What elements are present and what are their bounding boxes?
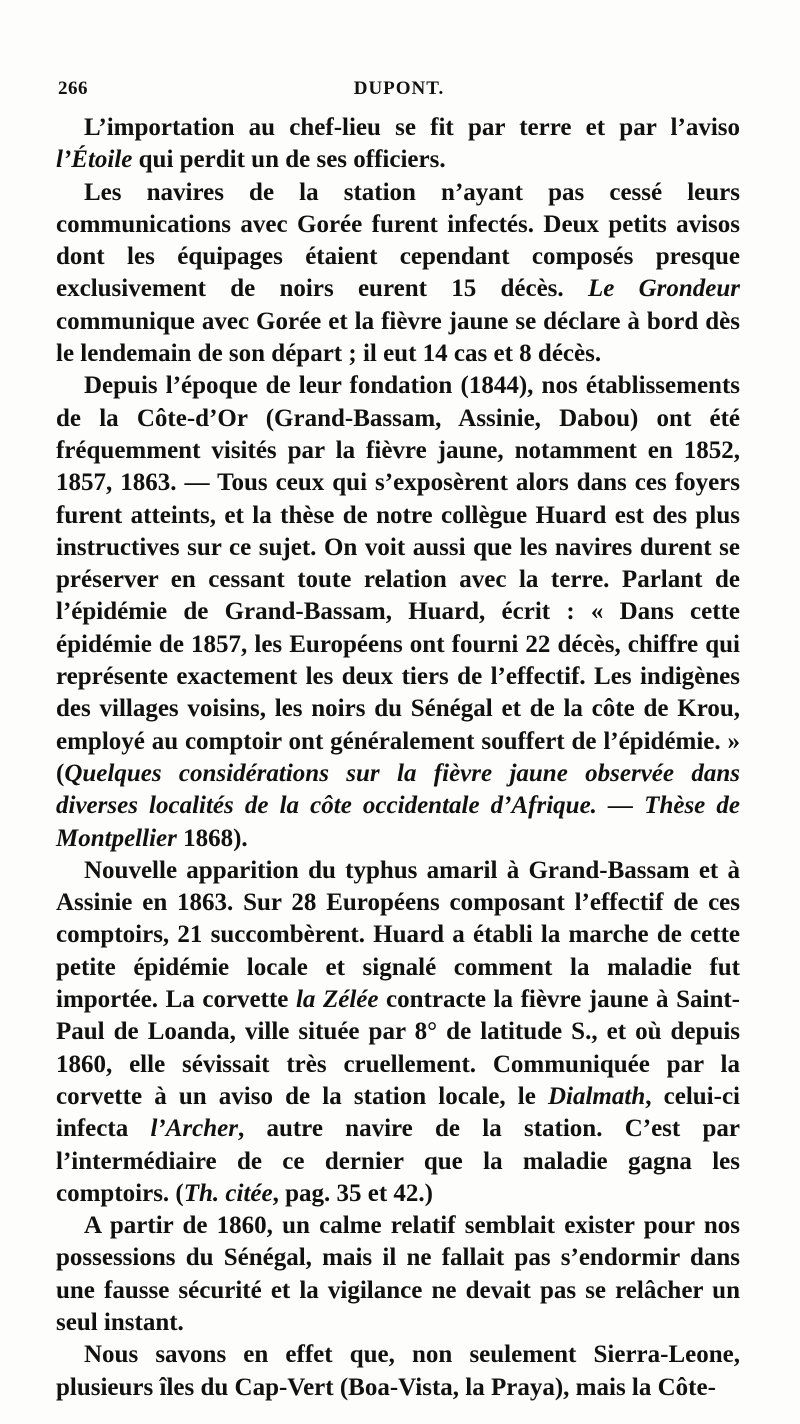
italic-text-run: Le Grondeur bbox=[587, 275, 740, 303]
text-run: L’importation au chef-lieu se fit par terre et par l’aviso bbox=[84, 114, 740, 141]
text-run: communique avec Gorée et la fièvre jaune se déclare à bord dès le lendemain de son départ ; il eut 14 cas et 8 décès. bbox=[56, 307, 740, 368]
text-run: contracte la fièvre jaune à Saint-Paul de Loanda, ville située par 8° de latitude S., et où depuis 1860, elle sévissait très cruellement. Communiquée par la corvette à un aviso de la station locale, le bbox=[56, 986, 741, 1110]
paragraph bbox=[56, 855, 740, 1210]
running-head: DUPONT. bbox=[353, 78, 445, 99]
text-run: , autre navire de la station. C’est par l’intermédiaire de ce dernier que la maladie gagna les comptoirs. ( bbox=[56, 1115, 740, 1207]
paragraph bbox=[56, 1210, 740, 1339]
text-run: Les navires de la station n’ayant pas cessé leurs communications avec Gorée furent infectés. Deux petits avisos dont les équipages étaient cependant composés presque exclusivement de noirs eurent 15 décès. bbox=[56, 178, 740, 303]
text-run: , pag. 35 et 42.) bbox=[272, 1179, 434, 1207]
page-number: 266 bbox=[58, 78, 88, 99]
italic-text-run: Dialmath bbox=[547, 1082, 646, 1110]
text-run: A partir de 1860, un calme relatif semblait exister pour nos possessions du Sénégal, mais il ne fallait pas s’endormir dans une fausse sécurité et la vigilance ne devait pas se relâcher un seul instant. bbox=[56, 1212, 740, 1336]
body-text bbox=[56, 112, 740, 1404]
page-header bbox=[58, 78, 740, 108]
paragraph bbox=[56, 1339, 740, 1404]
paragraph bbox=[56, 177, 740, 371]
italic-text-run: Quelques considérations sur la fièvre jaune observée dans diverses localités de la côte occidentale d’Afrique. — Thèse de Montpellier bbox=[56, 759, 740, 852]
paragraph bbox=[56, 370, 740, 854]
text-run: 1868). bbox=[176, 824, 248, 852]
paragraph bbox=[56, 112, 740, 177]
text-run: Nous savons en effet que, non seulement Sierra-Leone, plusieurs îles du Cap-Vert (Boa-Vista, la Praya), mais la Côte- bbox=[56, 1341, 740, 1401]
italic-text-run: Th. citée bbox=[183, 1179, 273, 1207]
text-run: Nouvelle apparition du typhus amaril à Grand-Bassam et à Assinie en 1863. Sur 28 Européens composant l’effectif de ces comptoirs, 21 succombèrent. Huard a établi la marche de cette petite épidémie locale et signalé comment la maladie fut importée. La corvette bbox=[56, 856, 740, 1014]
italic-text-run: l’Étoile bbox=[56, 146, 133, 174]
italic-text-run: l’Archer bbox=[150, 1115, 238, 1143]
text-run: qui perdit un de ses officiers. bbox=[132, 146, 446, 174]
italic-text-run: la Zélée bbox=[295, 986, 379, 1014]
text-run: , celui-ci infecta bbox=[56, 1082, 740, 1143]
text-run: Depuis l’époque de leur fondation (1844), nos établissements de la Côte-d’Or (Grand-Bassam, Assinie, Dabou) ont été fréquemment visités par la fièvre jaune, notamment en 1852, 1857, 1863. — Tous ceux qui s’exposèrent alors dans ces foyers furent atteints, et la thèse de notre collègue Huard est des plus instructives sur ce sujet. On voit aussi que les navires durent se préserver en cessant toute relation avec la terre. Parlant de l’épidémie de Grand-Bassam, Huard, écrit : « Dans cette épidémie de 1857, les Européens ont fourni 22 décès, chiffre qui représente exactement les deux tiers de l’effectif. Les indigènes des villages voisins, les noirs du Sénégal et de la côte de Krou, employé au comptoir ont généralement souffert de l’épidémie. » ( bbox=[56, 372, 740, 787]
